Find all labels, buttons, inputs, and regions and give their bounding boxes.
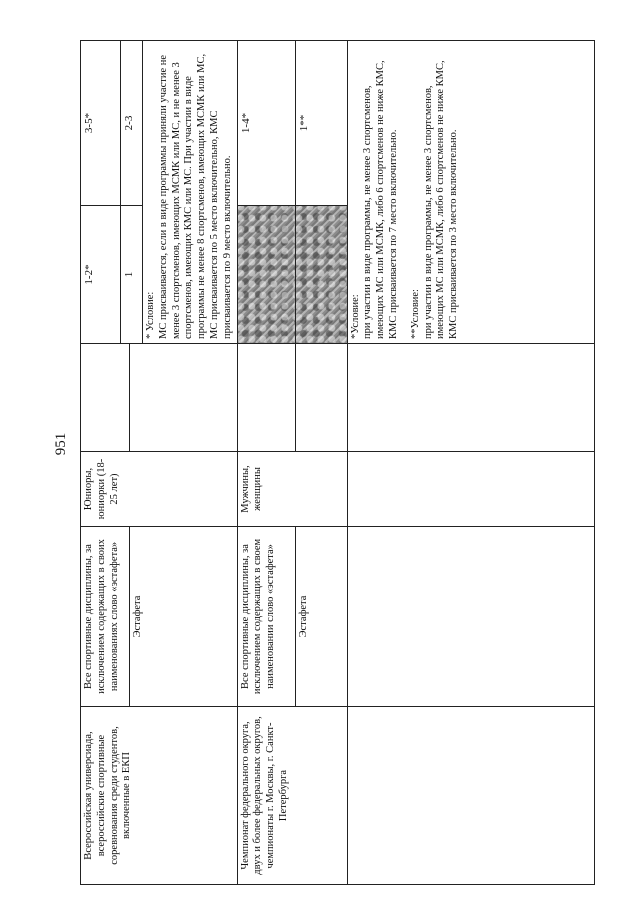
table-row (347, 41, 594, 885)
sports-rank-table (80, 40, 595, 885)
condition-spacer (347, 344, 594, 452)
condition-gap (401, 45, 410, 339)
empty-cell (347, 452, 594, 527)
condition-spacer (81, 344, 130, 452)
table-row (81, 41, 121, 885)
page-number: 951 (52, 432, 69, 456)
condition-spacer (130, 344, 238, 452)
empty-cell (347, 527, 594, 707)
condition-university (143, 41, 238, 344)
competition-federal: Чемпионат федерального округа, двух и более федеральных округов, чемпионаты г. Москвы, г. Санкт-Петербурга (237, 707, 347, 885)
condition-text: МС присваивается, если в виде программы приняли участие не менее 3 спортсменов, имеющих МСМК или МС, и не менее 3 спортсменов, имеющих КМС или МС. При участии в виде программы не менее 8 спортсменов, имеющих МСМК или МС, МС присваивается по 5 место включительно, КМС присваивается по 9 место включительно. (157, 53, 233, 339)
condition-spacer (295, 344, 347, 452)
discipline-university-relay: Эстафета (130, 527, 238, 707)
table-row (237, 41, 295, 885)
hatched-cell (295, 206, 347, 344)
rank-kms-relay: 1** (295, 41, 347, 206)
condition-label: **Условие: (409, 289, 421, 339)
condition-label: *Условие: (349, 294, 361, 339)
hatched-cell (237, 206, 295, 344)
rank-ms-value: 1 (121, 206, 143, 344)
condition-federal (347, 41, 594, 344)
discipline-federal-relay: Эстафета (295, 527, 347, 707)
empty-cell (347, 707, 594, 885)
discipline-federal-all: Все спортивные дисциплины, за исключением содержащих в своем наименовании слово «эстафета» (237, 527, 295, 707)
discipline-university-all: Все спортивные дисциплины, за исключением содержащих в своих наименованиях слово «эстафета» (81, 527, 130, 707)
condition-spacer (237, 344, 295, 452)
rank-kms-header: 3-5* (81, 41, 121, 206)
rank-ms-header: 1-2* (81, 206, 121, 344)
condition-text: при участии в виде программы, не менее 3 спортсменов, имеющих МС или МСМК, либо 6 спортсменов не ниже КМС, КМС присваивается по 3 место включительно. (422, 60, 460, 339)
condition-text: при участии в виде программы, не менее 3 спортсменов, имеющих МС или МСМК, либо 6 спортсменов не ниже КМС, КМС присваивается по 7 место включительно. (362, 60, 399, 339)
age-group-adults: Мужчины, женщины (237, 452, 347, 527)
rank-kms-top: 1-4* (237, 41, 295, 206)
competition-university: Всероссийская универсиада, всероссийские спортивные соревнования среди студентов, включенные в ЕКП (81, 707, 238, 885)
rank-kms-value: 2-3 (121, 41, 143, 206)
sports-rank-table-page (80, 41, 576, 885)
age-group-juniors: Юниоры, юниорки (18-25 лет) (81, 452, 238, 527)
condition-label: * Условие: (145, 291, 156, 339)
